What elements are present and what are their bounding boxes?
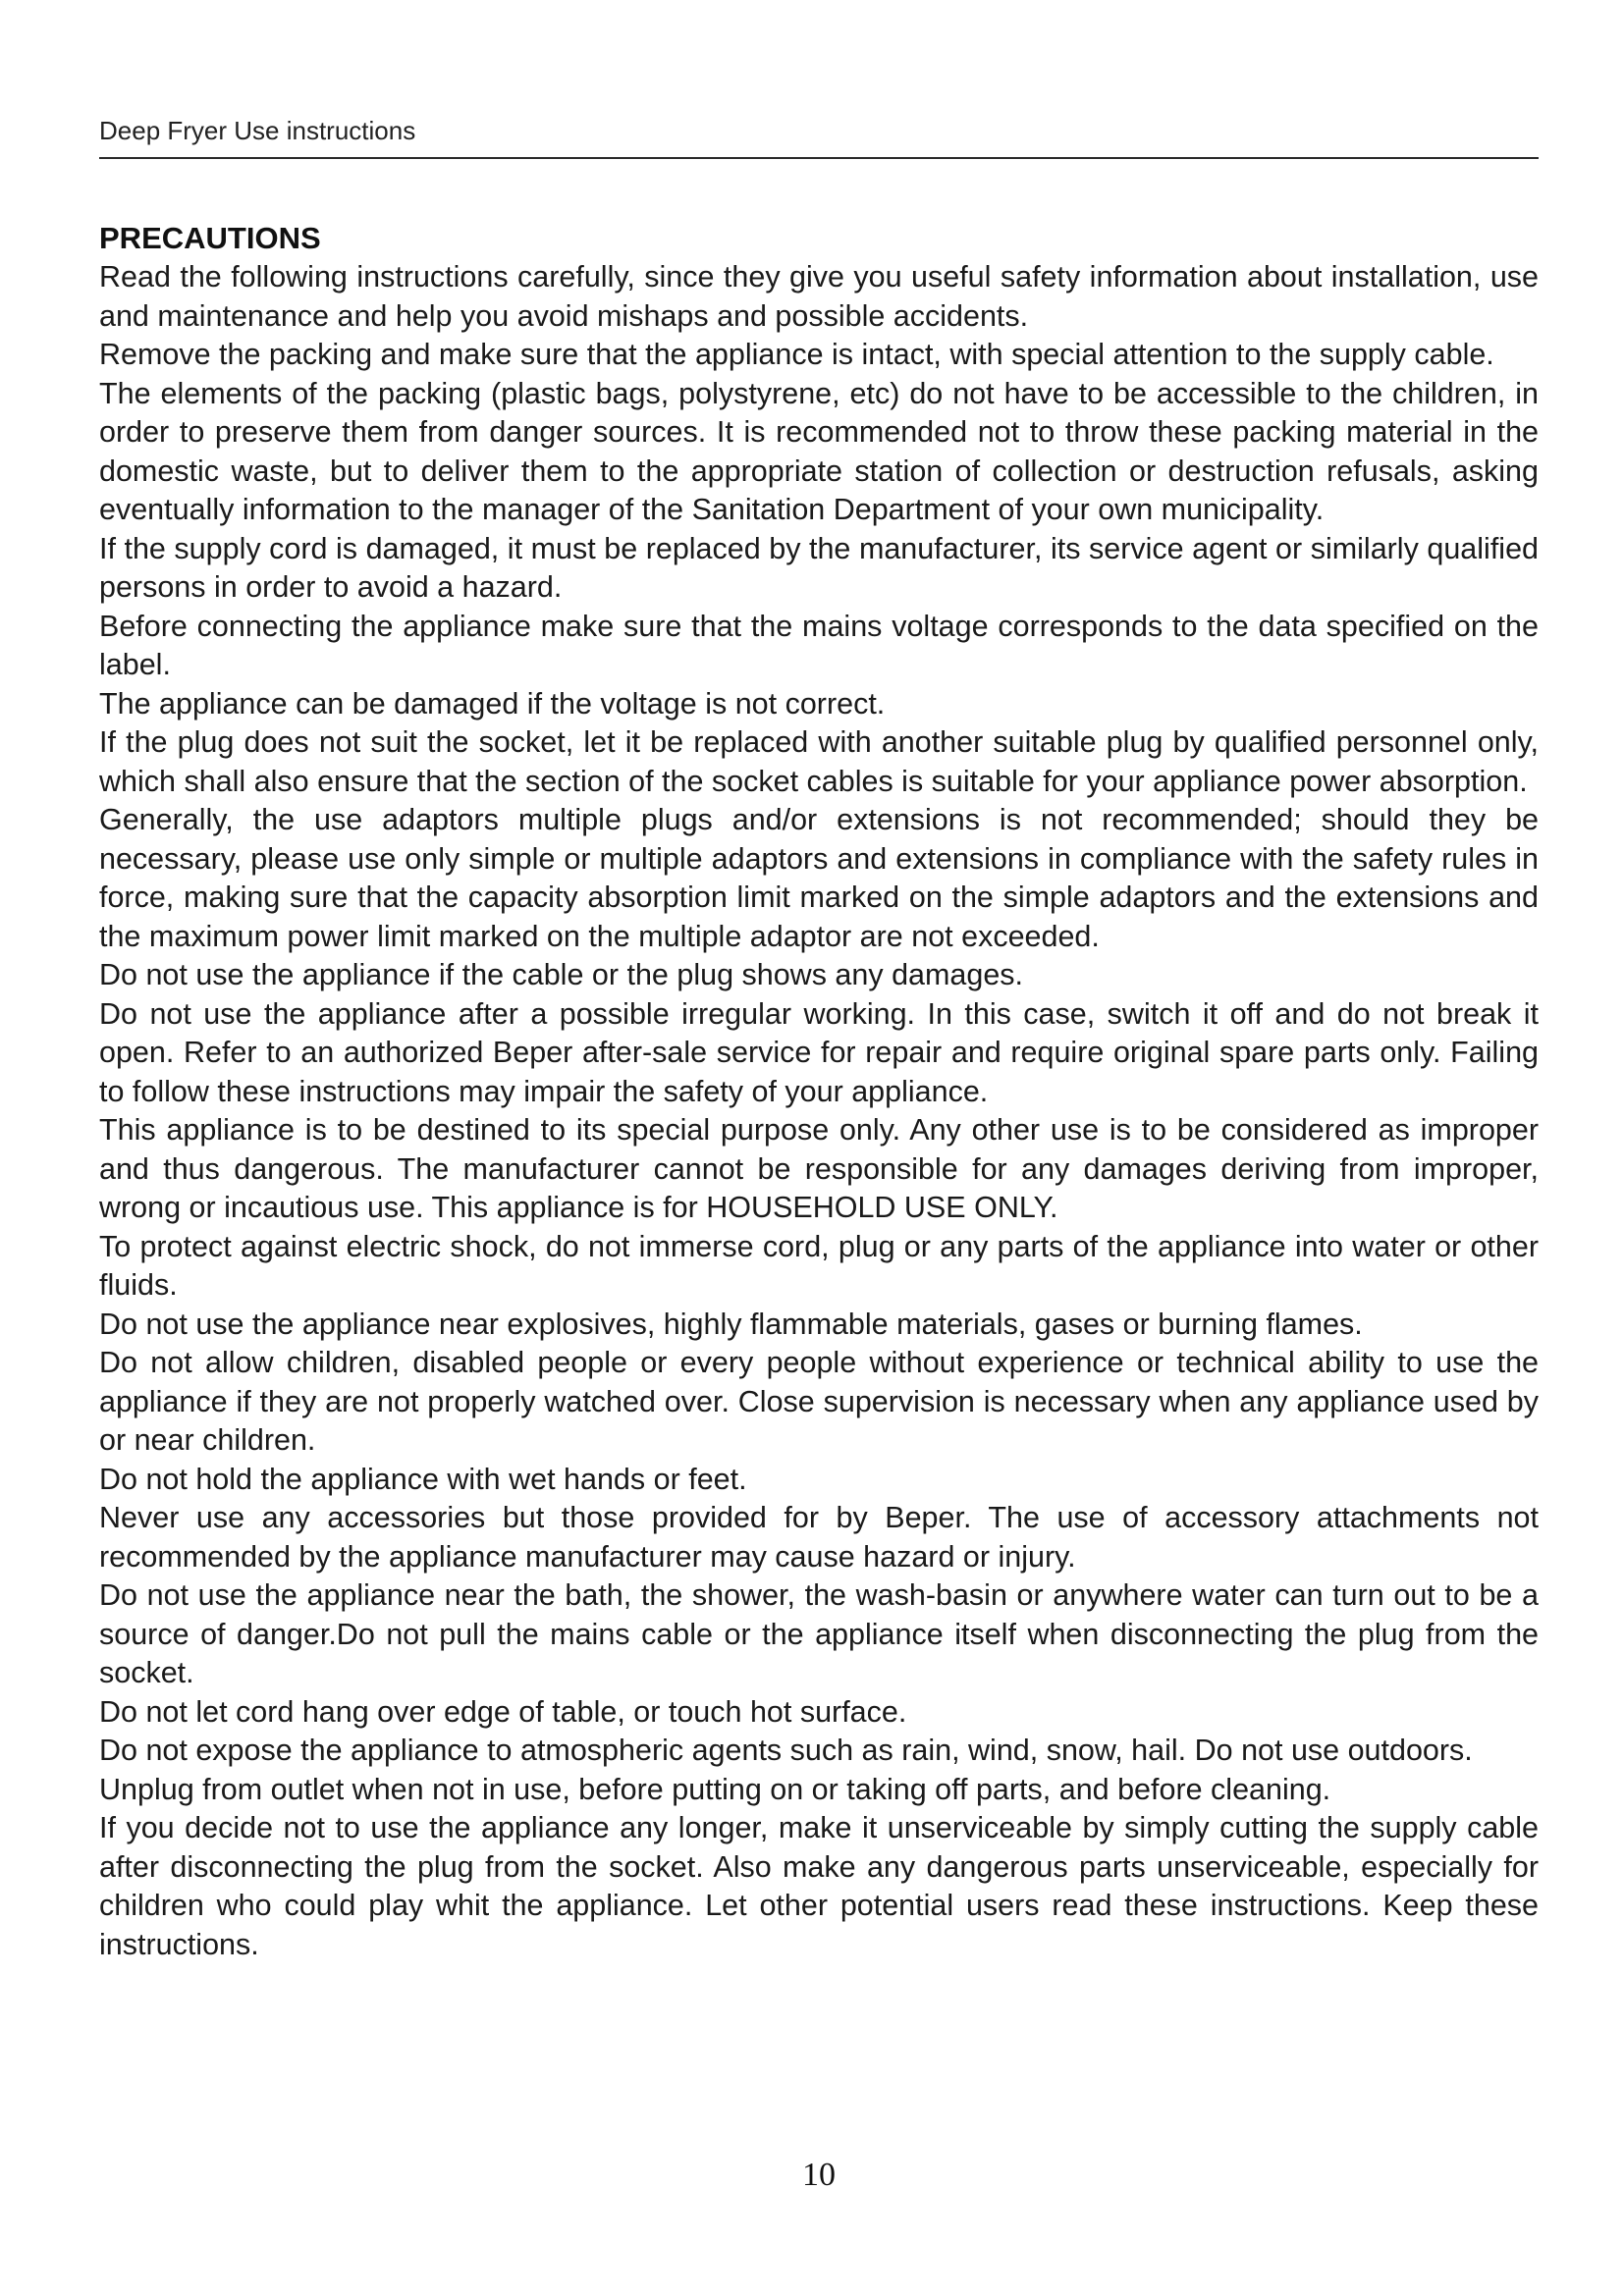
paragraph-17: Do not use the appliance near the bath, the shower, the wash-basin or anywhere water can turn out to be a source of danger.Do not pull the mains cable or the appliance itself when disconnecting the plug from the socket. <box>99 1578 1539 1689</box>
paragraph-20: Unplug from outlet when not in use, before putting on or taking off parts, and before cleaning. <box>99 1772 1331 1806</box>
paragraph-7: If the plug does not suit the socket, let it be replaced with another suitable plug by qualified personnel only, which shall also ensure that the section of the socket cables is suitable for your appliance power absorption. <box>99 725 1539 798</box>
paragraph-4: If the supply cord is damaged, it must be replaced by the manufacturer, its service agent or similarly qualified persons in order to avoid a hazard. <box>99 531 1539 604</box>
paragraph-16: Never use any accessories but those provided for by Beper. The use of accessory attachments not recommended by the appliance manufacturer may cause hazard or injury. <box>99 1501 1539 1574</box>
paragraph-11: This appliance is to be destined to its special purpose only. Any other use is to be considered as improper and thus dangerous. The manufacturer cannot be responsible for any damages deriving from improper, wrong or incautious use. This appliance is for HOUSEHOLD USE ONLY. <box>99 1113 1539 1224</box>
paragraph-6: The appliance can be damaged if the voltage is not correct. <box>99 686 886 721</box>
paragraph-1: Read the following instructions carefully, since they give you useful safety information about installation, use and maintenance and help you avoid mishaps and possible accidents. <box>99 260 1539 333</box>
paragraph-12: To protect against electric shock, do not immerse cord, plug or any parts of the appliance into water or other fluids. <box>99 1229 1539 1302</box>
paragraph-19: Do not expose the appliance to atmospheric agents such as rain, wind, snow, hail. Do not use outdoors. <box>99 1734 1473 1767</box>
paragraph-2: Remove the packing and make sure that the appliance is intact, with special attention to the supply cable. <box>99 338 1494 371</box>
precautions-section <box>99 219 1539 1964</box>
paragraph-14: Do not allow children, disabled people or every people without experience or technical ability to use the appliance if they are not properly watched over. Close supervision is necessary when any appliance used by or near children. <box>99 1346 1539 1457</box>
header-title: Deep Fryer Use instructions <box>99 116 416 145</box>
page-number: 10 <box>802 2157 836 2193</box>
paragraph-10: Do not use the appliance after a possible irregular working. In this case, switch it off and do not break it open. Refer to an authorized Beper after-sale service for repair and require original spare parts only. Failing to follow these instructions may impair the safety of your appliance. <box>99 996 1539 1108</box>
paragraph-18: Do not let cord hang over edge of table, or touch hot surface. <box>99 1694 907 1729</box>
paragraph-15: Do not hold the appliance with wet hands or feet. <box>99 1462 747 1496</box>
paragraph-3: The elements of the packing (plastic bags, polystyrene, etc) do not have to be accessible to the children, in order to preserve them from danger sources. It is recommended not to throw these packing material in the domestic waste, but to deliver them to the appropriate station of collection or destruction refusals, asking eventually information to the manager of the Sanitation Department of your own municipality. <box>99 376 1539 526</box>
paragraph-21: If you decide not to use the appliance any longer, make it unserviceable by simply cutting the supply cable after disconnecting the plug from the socket. Also make any dangerous parts unserviceable, especially for children who could play whit the appliance. Let other potential users read these instructions. Keep these instructions. <box>99 1811 1539 1961</box>
paragraph-8: Generally, the use adaptors multiple plugs and/or extensions is not recommended; should they be necessary, please use only simple or multiple adaptors and extensions in compliance with the safety rules in force, making sure that the capacity absorption limit marked on the simple adaptors and the extensions and the maximum power limit marked on the multiple adaptor are not exceeded. <box>99 803 1539 953</box>
page-header <box>99 114 1539 159</box>
document-page <box>99 0 1539 2296</box>
section-title: PRECAUTIONS <box>99 221 321 255</box>
paragraph-13: Do not use the appliance near explosives, highly flammable materials, gases or burning flames. <box>99 1307 1363 1341</box>
paragraph-9: Do not use the appliance if the cable or the plug shows any damages. <box>99 958 1024 991</box>
paragraph-5: Before connecting the appliance make sure that the mains voltage corresponds to the data specified on the label. <box>99 609 1539 681</box>
